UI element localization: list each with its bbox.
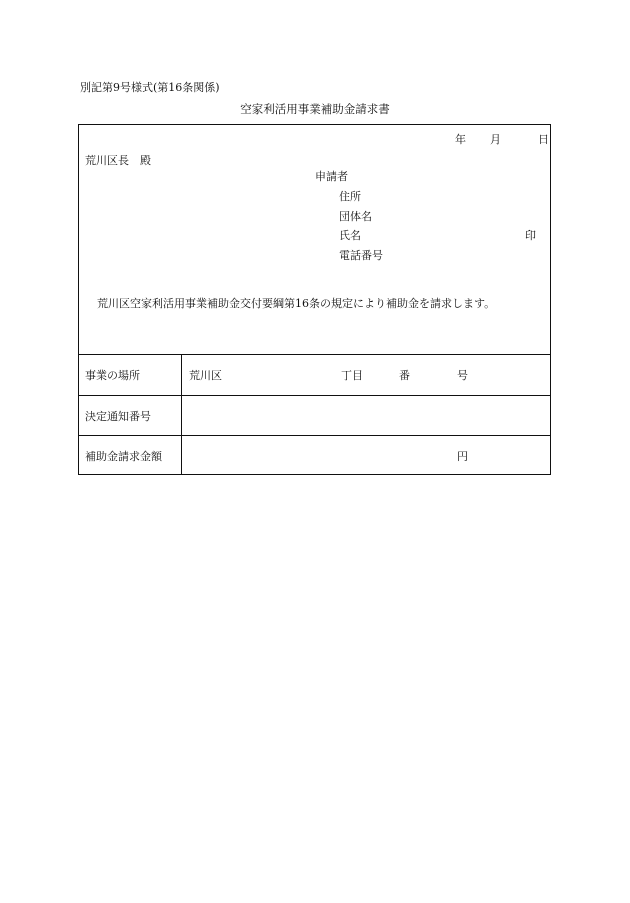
row-divider bbox=[79, 354, 550, 355]
location-label: 事業の場所 bbox=[85, 369, 140, 382]
applicant-group-label: 団体名 bbox=[339, 210, 372, 223]
date-year-label: 年 bbox=[455, 133, 466, 146]
date-month-label: 月 bbox=[490, 133, 501, 146]
notice-number-label: 決定通知番号 bbox=[85, 410, 151, 423]
applicant-address-label: 住所 bbox=[339, 190, 361, 203]
row-divider bbox=[79, 435, 550, 436]
location-go-label: 号 bbox=[457, 369, 468, 382]
applicant-phone-label: 電話番号 bbox=[339, 249, 383, 262]
row-divider bbox=[79, 395, 550, 396]
location-ward: 荒川区 bbox=[189, 369, 222, 382]
seal-mark: 印 bbox=[525, 229, 536, 242]
location-ban-label: 番 bbox=[399, 369, 410, 382]
amount-unit: 円 bbox=[457, 450, 468, 463]
date-day-label: 日 bbox=[538, 133, 549, 146]
document-title: 空家利活用事業補助金請求書 bbox=[240, 102, 390, 116]
applicant-name-label: 氏名 bbox=[339, 229, 361, 242]
location-chome-label: 丁目 bbox=[341, 369, 363, 382]
request-form-table bbox=[78, 124, 551, 475]
amount-label: 補助金請求金額 bbox=[85, 450, 162, 463]
request-statement: 荒川区空家利活用事業補助金交付要綱第16条の規定により補助金を請求します。 bbox=[97, 297, 496, 310]
column-divider bbox=[181, 355, 182, 474]
form-code: 別記第9号様式(第16条関係) bbox=[80, 81, 220, 94]
addressee: 荒川区長 殿 bbox=[85, 154, 151, 167]
applicant-heading: 申請者 bbox=[315, 170, 348, 183]
